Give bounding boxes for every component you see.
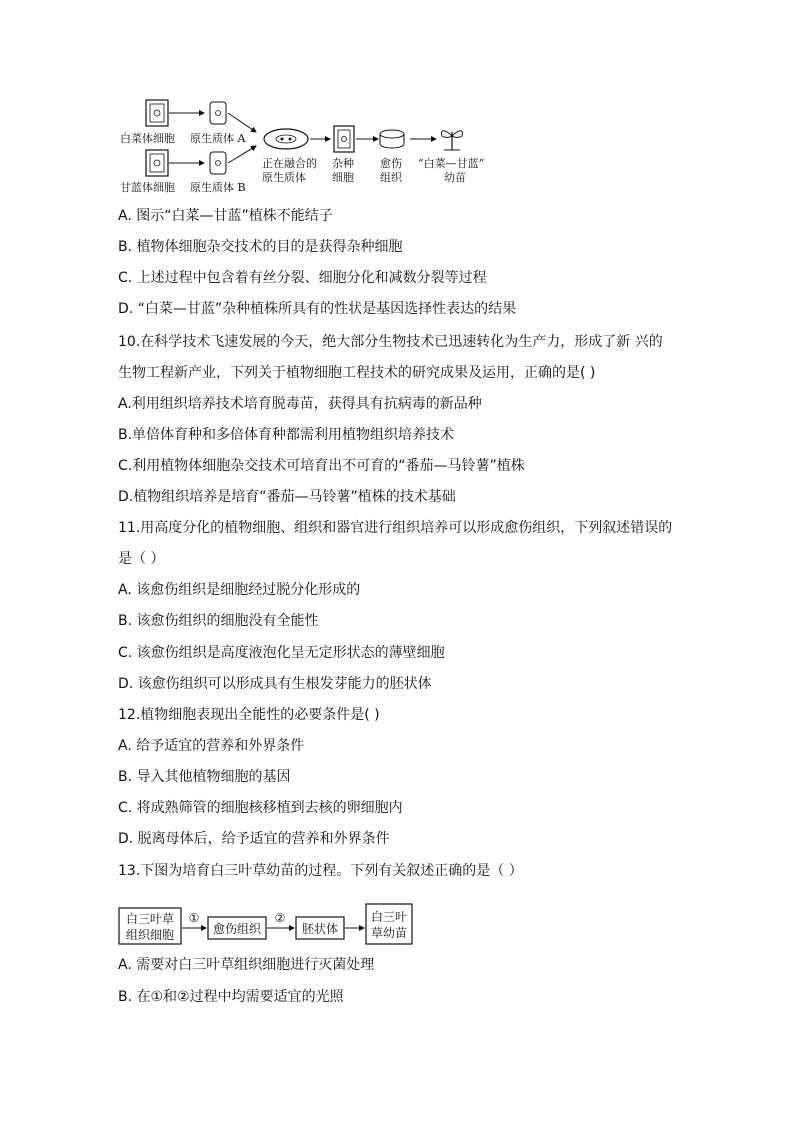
box4-line-1: 白三叶 — [370, 910, 408, 924]
seedling-icon — [441, 131, 462, 150]
hybrid-cell-icon — [334, 126, 354, 152]
q10-stem-line-1: 10.在科学技术飞速发展的今天，绝大部分生物技术已迅速转化为生产力，形成了新 兴的 — [118, 334, 663, 350]
label-protoplast-a: 原生质体 A — [190, 132, 246, 145]
box1-line-1: 白三叶草 — [125, 912, 175, 926]
label-callus-2: 组织 — [380, 171, 402, 184]
label-protoplast-b: 原生质体 B — [190, 181, 246, 194]
label-fusing-2: 原生质体 — [262, 171, 306, 184]
q13-option-a: A. 需要对白三叶草组织细胞进行灭菌处理 — [118, 957, 375, 973]
box2-label: 愈伤组织 — [212, 922, 262, 936]
label-cabbage-cell: 白菜体细胞 — [120, 132, 175, 145]
label-hybrid-1: 杂种 — [332, 157, 354, 170]
somatic-hybridization-figure — [118, 94, 498, 194]
q11-option-d: D. 该愈伤组织可以形成具有生根发芽能力的胚状体 — [118, 676, 432, 692]
box4-line-2: 草幼苗 — [370, 926, 408, 940]
cabbage-cell-icon — [146, 100, 168, 126]
q11-stem-line-1: 11.用高度分化的植物细胞、组织和器官进行组织培养可以形成愈伤组织，下列叙述错误的 — [118, 520, 673, 536]
q9-option-a: A. 图示“白菜—甘蓝”植株不能结子 — [118, 208, 333, 224]
q12-stem: 12.植物细胞表现出全能性的必要条件是( ) — [118, 707, 380, 723]
protoplast-b-icon — [210, 152, 226, 174]
q12-option-a: A. 给予适宜的营养和外界条件 — [118, 738, 305, 754]
q11-option-a: A. 该愈伤组织是细胞经过脱分化形成的 — [118, 582, 361, 598]
label-callus-1: 愈伤 — [380, 157, 402, 170]
box3-label: 胚状体 — [301, 922, 339, 936]
fusing-protoplast-icon — [264, 129, 308, 149]
q10-option-a: A.利用组织培养技术培育脱毒苗，获得具有抗病毒的新品种 — [118, 396, 482, 412]
protoplast-a-icon — [210, 102, 226, 124]
step-1-marker: ① — [188, 911, 200, 925]
q11-stem-line-2: 是（ ） — [118, 551, 165, 567]
label-seedling-1: “白菜—甘蓝” — [418, 157, 485, 170]
q10-option-b: B.单倍体育种和多倍体育种都需利用植物组织培养技术 — [118, 427, 455, 443]
q9-option-d: D. “白菜—甘蓝”杂种植株所具有的性状是基因选择性表达的结果 — [118, 301, 517, 317]
q10-option-d: D.植物组织培养是培育“番茄—马铃薯”植株的技术基础 — [118, 489, 456, 505]
q12-option-b: B. 导入其他植物细胞的基因 — [118, 769, 291, 785]
label-hybrid-2: 细胞 — [332, 171, 354, 184]
callus-icon — [380, 130, 404, 148]
q13-option-b: B. 在①和②过程中均需要适宜的光照 — [118, 989, 344, 1005]
q12-option-d: D. 脱离母体后，给予适宜的营养和外界条件 — [118, 831, 390, 847]
label-seedling-2: 幼苗 — [444, 171, 466, 184]
q9-option-c: C. 上述过程中包含着有丝分裂、细胞分化和减数分裂等过程 — [118, 270, 487, 286]
step-2-marker: ② — [274, 911, 286, 925]
q10-stem-line-2: 生物工程新产业，下列关于植物细胞工程技术的研究成果及运用，正确的是( ) — [118, 365, 596, 381]
q11-option-c: C. 该愈伤组织是高度液泡化呈无定形状态的薄壁细胞 — [118, 645, 445, 661]
q10-option-c: C.利用植物体细胞杂交技术可培育出不可育的“番茄—马铃薯”植株 — [118, 458, 525, 474]
q13-stem: 13.下图为培育白三叶草幼苗的过程。下列有关叙述正确的是（ ） — [118, 863, 523, 879]
q11-option-b: B. 该愈伤组织的细胞没有全能性 — [118, 613, 319, 629]
white-clover-culture-figure — [118, 900, 418, 950]
label-kale-cell: 甘蓝体细胞 — [120, 181, 175, 194]
q12-option-c: C. 将成熟筛管的细胞核移植到去核的卵细胞内 — [118, 800, 403, 816]
q9-option-b: B. 植物体细胞杂交技术的目的是获得杂种细胞 — [118, 239, 403, 255]
kale-cell-icon — [146, 150, 168, 176]
label-fusing-1: 正在融合的 — [262, 157, 317, 170]
box1-line-2: 组织细胞 — [125, 928, 175, 942]
